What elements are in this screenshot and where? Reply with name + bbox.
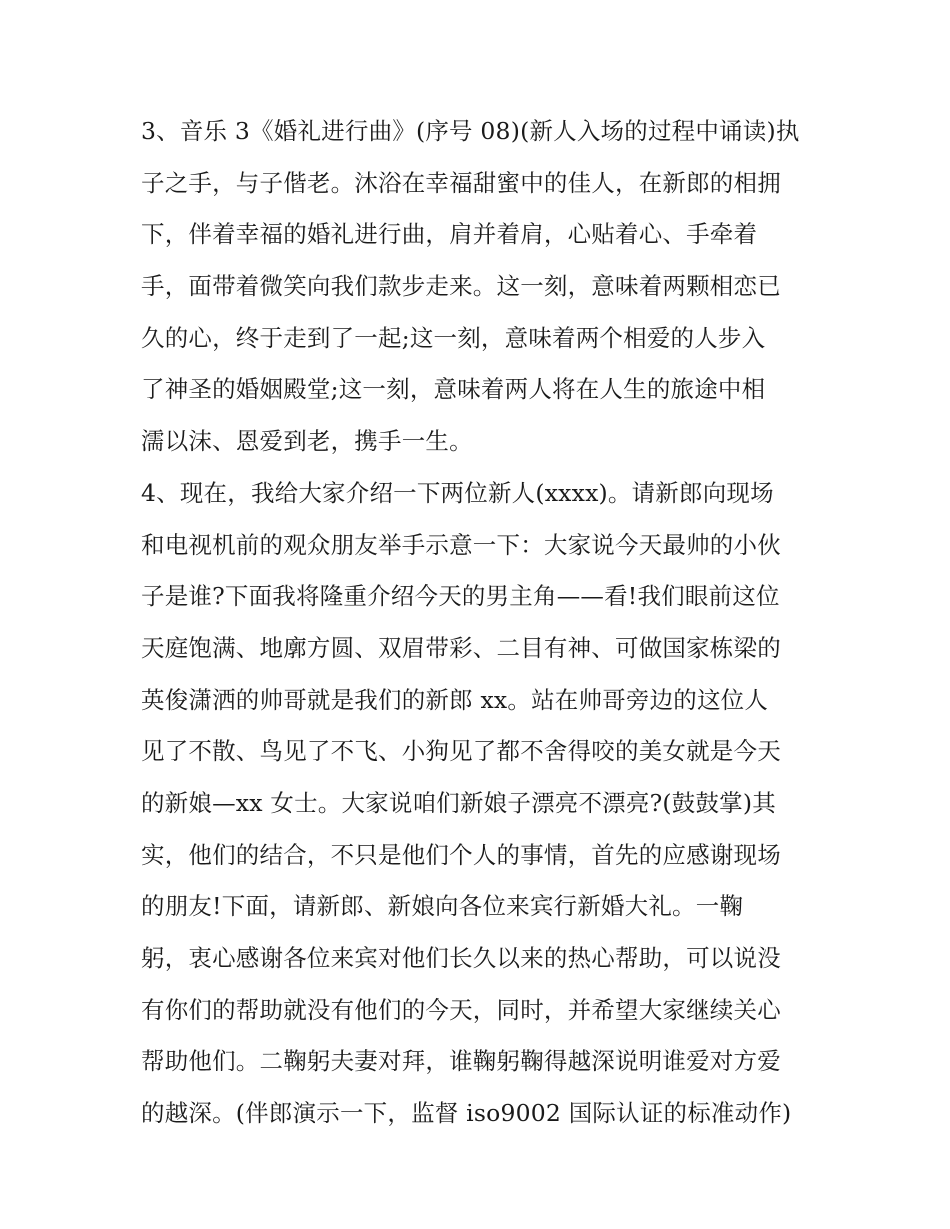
text-line: 了神圣的婚姻殿堂;这一刻，意味着两人将在人生的旅途中相 (141, 375, 766, 404)
text-line: 濡以沫、恩爱到老，携手一生。 (141, 427, 473, 456)
text-line: 和电视机前的观众朋友举手示意一下：大家说今天最帅的小伙 (141, 530, 781, 559)
text-line: 久的心，终于走到了一起;这一刻，意味着两个相爱的人步入 (141, 323, 766, 352)
text-line: 子是谁?下面我将隆重介绍今天的男主角——看!我们眼前这位 (141, 582, 780, 611)
document-body (141, 106, 821, 1140)
text-line: 手，面带着微笑向我们款步走来。这一刻，意味着两颗相恋已 (141, 272, 781, 301)
text-line: 躬，衷心感谢各位来宾对他们长久以来的热心帮助，可以说没 (141, 944, 781, 972)
text-line: 的越深。(伴郎演示一下，监督 iso9002 国际认证的标准动作) (141, 1099, 792, 1128)
text-line: 见了不散、鸟见了不飞、小狗见了都不舍得咬的美女就是今天 (141, 737, 781, 766)
text-line: 3、音乐 3《婚礼进行曲》(序号 08)(新人入场的过程中诵读)执 (141, 117, 800, 145)
text-line: 的朋友!下面，请新郎、新娘向各位来宾行新婚大礼。一鞠 (141, 892, 744, 921)
text-line: 有你们的帮助就没有他们的今天，同时，并希望大家继续关心 (141, 995, 781, 1024)
text-line: 天庭饱满、地廓方圆、双眉带彩、二目有神、可做国家栋梁的 (141, 633, 781, 662)
text-line: 的新娘—xx 女士。大家说咱们新娘子漂亮不漂亮?(鼓鼓掌)其 (141, 788, 776, 817)
paragraph-4 (141, 468, 821, 1140)
text-line: 子之手，与子偕老。沐浴在幸福甜蜜中的佳人，在新郎的相拥 (141, 168, 781, 197)
text-line: 帮助他们。二鞠躬夫妻对拜，谁鞠躬鞠得越深说明谁爱对方爱 (141, 1047, 781, 1076)
text-line: 4、现在，我给大家介绍一下两位新人(xxxx)。请新郎向现场 (141, 478, 774, 507)
paragraph-3 (141, 106, 821, 468)
text-line: 下，伴着幸福的婚礼进行曲，肩并着肩，心贴着心、手牵着 (141, 220, 758, 249)
text-line: 英俊潇洒的帅哥就是我们的新郎 xx。站在帅哥旁边的这位人 (141, 685, 769, 714)
text-line: 实，他们的结合，不只是他们个人的事情，首先的应感谢现场 (141, 840, 781, 869)
